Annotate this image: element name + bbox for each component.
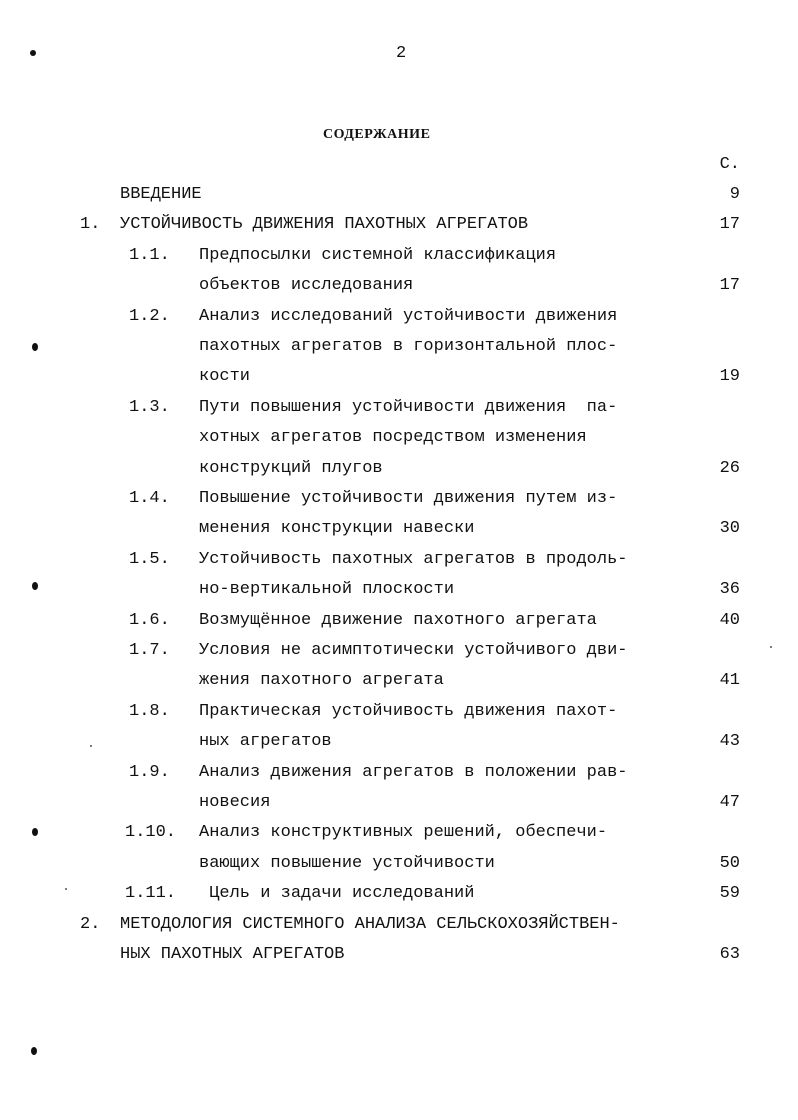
toc-entry-text: кости xyxy=(199,367,251,387)
scan-mark xyxy=(32,582,38,590)
toc-entry-text: объектов исследования xyxy=(199,276,414,296)
scan-speck xyxy=(770,646,772,648)
toc-entry-text: новесия xyxy=(199,793,271,812)
toc-entry-text: Предпосылки системной классификация xyxy=(199,245,557,265)
toc-entry-number: 2. xyxy=(80,914,101,934)
toc-entry-text: Цель и задачи исследований xyxy=(199,884,475,904)
toc-entry-page: 41 xyxy=(719,671,740,691)
toc-entry-text: вающих повышение устойчивости xyxy=(199,853,495,873)
toc-entry-number: 1.8. xyxy=(129,701,170,721)
toc-entry-page: 43 xyxy=(719,732,740,752)
scan-mark xyxy=(31,1047,37,1055)
toc-entry-text: Условия не асимптотически устойчивого дви- xyxy=(199,641,628,660)
scan-speck xyxy=(65,888,67,890)
page-number: 2 xyxy=(396,44,407,63)
toc-entry-number: 1.11. xyxy=(125,884,177,904)
toc-entry-text: Анализ исследований устойчивости движения xyxy=(199,306,618,326)
toc-entry-page: 26 xyxy=(719,458,740,478)
toc-entry-text: жения пахотного агрегата xyxy=(199,671,444,691)
scan-mark xyxy=(30,50,36,56)
toc-entry-number: 1.3. xyxy=(129,397,170,417)
toc-entry-page: 17 xyxy=(719,215,740,235)
toc-entry-page: 40 xyxy=(719,610,740,630)
toc-entry-number: 1.9. xyxy=(129,762,170,782)
toc-entry-page: 30 xyxy=(719,519,740,539)
toc-entry-number: 1.6. xyxy=(129,610,170,630)
toc-entry-text: пахотных агрегатов в горизонтальной плос- xyxy=(199,337,618,356)
toc-entry-page: 59 xyxy=(719,884,740,904)
toc-entry-page: 47 xyxy=(719,793,740,812)
toc-entry-text: Пути повышения устойчивости движения па- xyxy=(199,397,618,417)
toc-entry-number: 1.5. xyxy=(129,549,170,569)
toc-entry-text: НЫХ ПАХОТНЫХ АГРЕГАТОВ xyxy=(120,945,345,964)
toc-entry-text: но-вертикальной плоскости xyxy=(199,580,455,600)
scan-mark xyxy=(32,828,38,836)
toc-entry-text: хотных агрегатов посредством изменения xyxy=(199,428,587,448)
toc-entry-number: 1.4. xyxy=(129,489,170,508)
toc-entry-text: Анализ движения агрегатов в положении рав- xyxy=(199,762,628,782)
toc-entry-text: Анализ конструктивных решений, обеспечи- xyxy=(199,823,608,843)
toc-entry-page: 17 xyxy=(719,276,740,296)
toc-entry-text: менения конструкции навески xyxy=(199,519,475,539)
page-title: СОДЕРЖАНИЕ xyxy=(323,127,431,142)
toc-entry-page: 36 xyxy=(719,580,740,600)
toc-entry-number: 1.7. xyxy=(129,641,170,660)
toc-entry-text: Практическая устойчивость движения пахот- xyxy=(199,701,618,721)
toc-entry-number: 1.2. xyxy=(129,306,170,326)
page-column-header: С. xyxy=(719,155,740,174)
toc-entry-text: МЕТОДОЛОГИЯ СИСТЕМНОГО АНАЛИЗА СЕЛЬСКОХОЗЯЙСТВЕН- xyxy=(120,914,620,934)
toc-entry-text: конструкций плугов xyxy=(199,458,383,478)
toc-entry-text: ных агрегатов xyxy=(199,732,332,752)
scan-speck xyxy=(90,745,92,747)
toc-entry-number: 1.10. xyxy=(125,823,177,843)
toc-entry-number: 1. xyxy=(80,215,101,235)
toc-entry-page: 50 xyxy=(719,853,740,873)
toc-entry-text: ВВЕДЕНИЕ xyxy=(120,185,202,204)
toc-entry-number: 1.1. xyxy=(129,245,170,265)
toc-entry-text: Повышение устойчивости движения путем из- xyxy=(199,489,618,508)
toc-entry-page: 19 xyxy=(719,367,740,387)
toc-entry-page: 63 xyxy=(719,945,740,964)
toc-entry-text: Возмущённое движение пахотного агрегата xyxy=(199,610,597,630)
toc-entry-text: УСТОЙЧИВОСТЬ ДВИЖЕНИЯ ПАХОТНЫХ АГРЕГАТОВ xyxy=(120,215,529,235)
toc-entry-text: Устойчивость пахотных агрегатов в продоль- xyxy=(199,549,628,569)
toc-entry-page: 9 xyxy=(729,185,740,204)
scan-mark xyxy=(32,343,38,351)
